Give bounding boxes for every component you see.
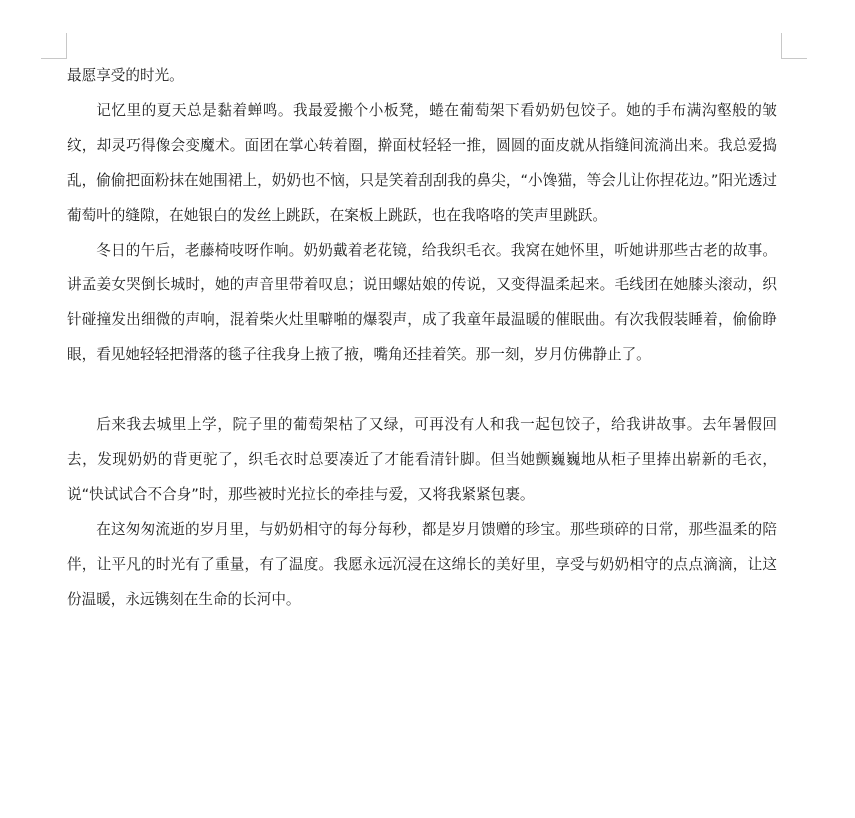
document-body[interactable] bbox=[67, 59, 777, 617]
paragraph-5[interactable]: 在这匆匆流逝的岁月里，与奶奶相守的每分每秒，都是岁月馈赠的珍宝。那些琐碎的日常，那些温柔的陪伴，让平凡的时光有了重量，有了温度。我愿永远沉浸在这绵长的美好里，享受与奶奶相守的点点滴滴，让这份温暖，永远镌刻在生命的长河中。 bbox=[67, 520, 777, 608]
top-right-crop-mark bbox=[781, 33, 807, 59]
paragraph-1[interactable]: 最愿享受的时光。 bbox=[67, 67, 184, 84]
empty-paragraph[interactable] bbox=[67, 373, 777, 408]
paragraph-2[interactable]: 记忆里的夏天总是黏着蝉鸣。我最爱搬个小板凳，蜷在葡萄架下看奶奶包饺子。她的手布满沟壑般的皱纹，却灵巧得像会变魔术。面团在掌心转着圈，擀面杖轻轻一推，圆圆的面皮就从指缝间流淌出来。我总爱捣乱，偷偷把面粉抹在她围裙上，奶奶也不恼，只是笑着刮刮我的鼻尖，“小馋猫，等会儿让你捏花边。”阳光透过葡萄叶的缝隙，在她银白的发丝上跳跃，在案板上跳跃，也在我咯咯的笑声里跳跃。 bbox=[67, 101, 777, 224]
paragraph-3[interactable]: 冬日的午后，老藤椅吱呀作响。奶奶戴着老花镜，给我织毛衣。我窝在她怀里，听她讲那些古老的故事。讲孟姜女哭倒长城时，她的声音里带着叹息；说田螺姑娘的传说，又变得温柔起来。毛线团在她膝头滚动，织针碰撞发出细微的声响，混着柴火灶里噼啪的爆裂声，成了我童年最温暖的催眠曲。有次我假装睡着，偷偷睁眼，看见她轻轻把滑落的毯子往我身上掖了掖，嘴角还挂着笑。那一刻，岁月仿佛静止了。 bbox=[67, 241, 777, 364]
paragraph-4[interactable]: 后来我去城里上学，院子里的葡萄架枯了又绿，可再没有人和我一起包饺子，给我讲故事。去年暑假回去，发现奶奶的背更驼了，织毛衣时总要凑近了才能看清针脚。但当她颤巍巍地从柜子里捧出崭新的毛衣，说“快试试合不合身”时，那些被时光拉长的牵挂与爱，又将我紧紧包裹。 bbox=[67, 416, 777, 503]
top-left-crop-mark bbox=[41, 33, 67, 59]
